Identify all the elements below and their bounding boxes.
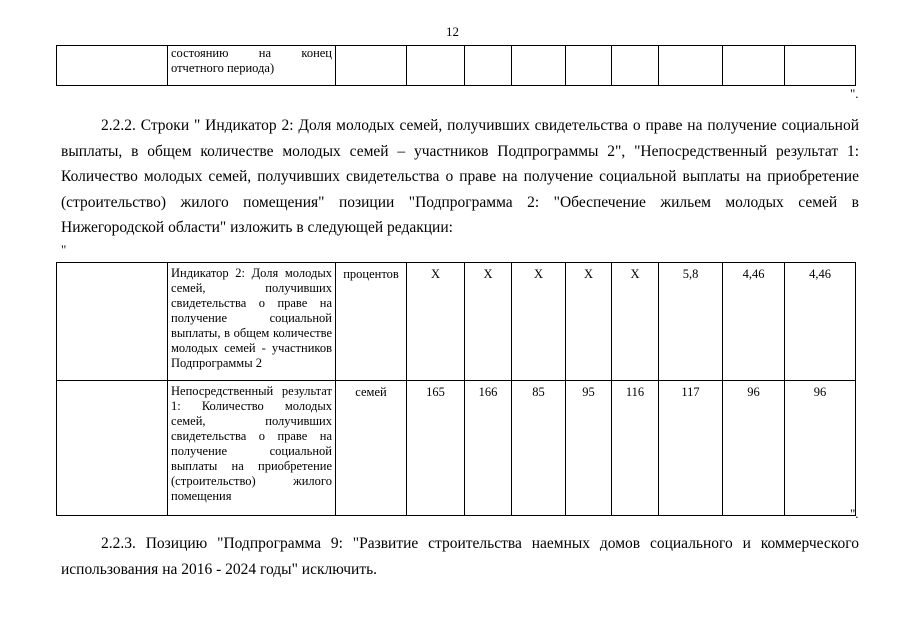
indicator-name-cell: состоянию на конец отчетного периода): [168, 46, 336, 86]
value-cell: 96: [785, 381, 856, 516]
closing-quote: ".: [850, 86, 859, 101]
value-cell: 165: [407, 381, 465, 516]
paragraph-2-2-2: 2.2.2. Строки " Индикатор 2: Доля молодых семей, получивших свидетельства о праве на получение социальной выплаты, в общем количестве молодых семей – участников Подпрограммы 2", "Непосредственный результат 1: Количество молодых семей, получивших свидетельства о праве на получение социальной выплаты на приобретение (строительство) жилого помещения" позиции "Подпрограмма 2: "Обеспечение жильем молодых семей в Нижегородской области" изложить в следующей редакции:: [61, 117, 859, 236]
unit-cell: семей: [336, 381, 407, 516]
value-cell: X: [612, 263, 659, 381]
table-cell: [566, 46, 612, 86]
value-cell: 117: [659, 381, 723, 516]
value-cell: 96: [723, 381, 785, 516]
table-cell: [785, 46, 856, 86]
value-cell: 85: [512, 381, 566, 516]
value-cell: 4,46: [723, 263, 785, 381]
table-cell: [57, 381, 168, 516]
value-cell: X: [465, 263, 512, 381]
indicator-table: [56, 262, 856, 516]
table-cell: [336, 46, 407, 86]
value-cell: 95: [566, 381, 612, 516]
table-row: [57, 46, 856, 86]
indicator-name-cell: Индикатор 2: Доля молодых семей, получивших свидетельства о праве на получение социальной выплаты, в общем количестве молодых семей - участников Подпрограммы 2: [168, 263, 336, 381]
table-cell: [723, 46, 785, 86]
table-cell: [57, 263, 168, 381]
closing-quote: ".: [850, 506, 859, 521]
result-name-cell: Непосредственный результат 1: Количество молодых семей, получивших свидетельства о праве на получение социальной выплаты на приобретение (строительство) жилого помещения: [168, 381, 336, 516]
value-cell: 4,46: [785, 263, 856, 381]
paragraph-2-2-3: 2.2.3. Позицию "Подпрограмма 9: "Развитие строительства наемных домов социального и коммерческого использования на 2016 - 2024 годы" исключить.: [61, 535, 859, 578]
opening-quote: ": [61, 242, 67, 257]
table-cell: [659, 46, 723, 86]
top-table-fragment: [56, 45, 856, 86]
table-cell: [465, 46, 512, 86]
value-cell: 5,8: [659, 263, 723, 381]
unit-cell: процентов: [336, 263, 407, 381]
value-cell: 116: [612, 381, 659, 516]
page-number: 12: [446, 24, 459, 39]
table-row: [57, 381, 856, 516]
table-row: [57, 263, 856, 381]
value-cell: X: [566, 263, 612, 381]
value-cell: X: [512, 263, 566, 381]
value-cell: X: [407, 263, 465, 381]
table-cell: [512, 46, 566, 86]
table-cell: [407, 46, 465, 86]
table-cell: [612, 46, 659, 86]
value-cell: 166: [465, 381, 512, 516]
table-cell: [57, 46, 168, 86]
